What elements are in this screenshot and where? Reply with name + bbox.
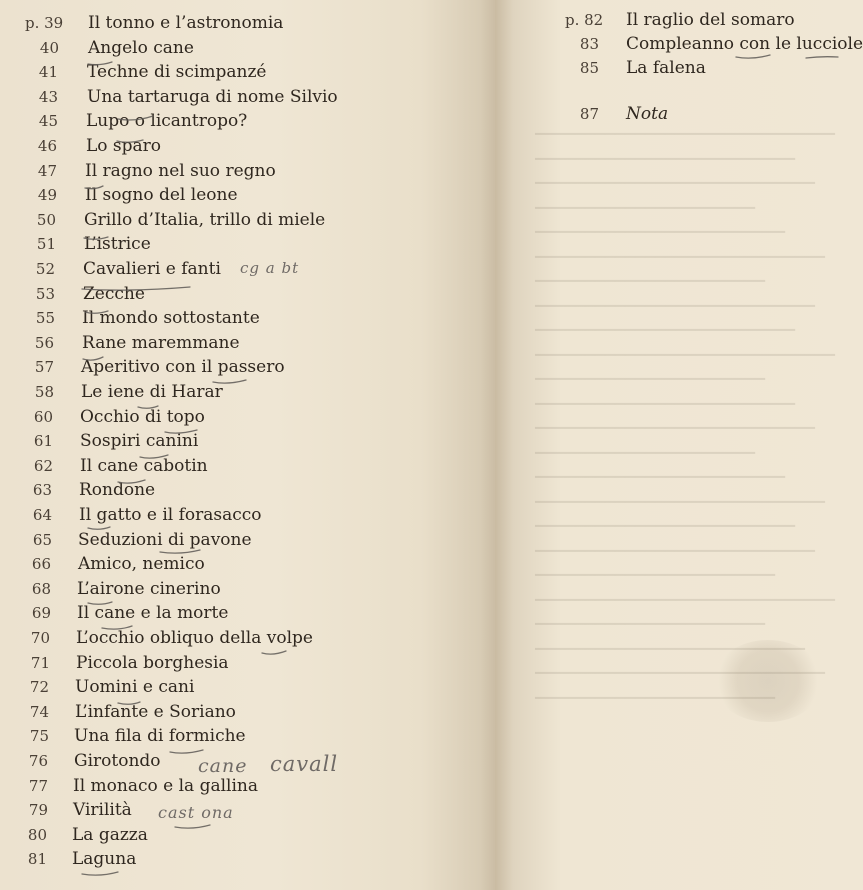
toc-entry-title: Il ragno nel suo regno bbox=[85, 160, 276, 181]
toc-entry-title: L’istrice bbox=[84, 234, 151, 255]
toc-page-number: 66 bbox=[31, 555, 51, 574]
toc-page-number: 43 bbox=[38, 87, 58, 106]
toc-page-number: 79 bbox=[28, 801, 48, 820]
toc-page-number: 81 bbox=[27, 850, 47, 869]
toc-page-number: 68 bbox=[31, 579, 51, 598]
toc-page-number: 77 bbox=[28, 776, 48, 795]
pencil-note-row-76-cane: cane bbox=[198, 755, 248, 777]
toc-entry-title: La gazza bbox=[72, 824, 148, 845]
toc-entry-title: Il raglio del somaro bbox=[626, 10, 795, 30]
toc-page-number: 62 bbox=[33, 456, 53, 475]
toc-page-number: 53 bbox=[35, 284, 55, 303]
toc-entry-title: Il cane e la morte bbox=[77, 603, 229, 624]
toc-entry-title: Uomini e cani bbox=[75, 677, 195, 698]
toc-page-number: 65 bbox=[32, 530, 52, 549]
toc-page-number: 76 bbox=[28, 752, 48, 770]
toc-entry-title: Virilità bbox=[73, 800, 132, 821]
toc-entry-title: Il gatto e il forasacco bbox=[79, 505, 262, 525]
toc-page-number: 51 bbox=[36, 235, 56, 254]
toc-entry-title: Nota bbox=[626, 104, 669, 124]
toc-entry-title: Rane maremmane bbox=[82, 332, 240, 353]
toc-entry-title: L’airone cinerino bbox=[77, 578, 221, 599]
toc-entry-title: Laguna bbox=[72, 849, 137, 870]
toc-entry-title: Aperitivo con il passero bbox=[81, 357, 285, 378]
toc-page-number: 60 bbox=[33, 407, 53, 426]
toc-entry-title: Girotondo bbox=[74, 751, 161, 771]
toc-page-number: 57 bbox=[34, 358, 54, 377]
toc-page-number: 69 bbox=[31, 604, 51, 623]
toc-page-number: p. 39 bbox=[25, 14, 64, 32]
toc-page-number: 61 bbox=[33, 432, 53, 451]
toc-entry-title: Amico, nemico bbox=[78, 554, 205, 575]
toc-page-number: 71 bbox=[30, 653, 50, 672]
pencil-note-row-79: cast ona bbox=[158, 803, 234, 822]
bleed-through-text: ▔▔▔▔▔▔▔▔▔▔▔▔▔▔▔▔▔▔▔▔▔▔▔▔▔▔▔▔▔▔ ▔▔▔▔▔▔▔▔▔▔▔▔▔▔▔▔▔▔▔▔▔▔▔▔▔▔ ▔▔▔▔▔▔▔▔▔▔▔▔▔▔▔▔▔▔▔▔▔▔▔▔▔▔▔▔ ▔▔▔▔▔▔▔▔▔▔▔▔▔▔▔▔▔▔▔▔▔▔ ▔▔▔▔▔▔▔▔▔▔▔▔▔▔▔▔▔▔▔▔▔▔▔▔▔ ▔▔▔▔▔▔▔▔▔▔▔▔▔▔▔▔▔▔▔▔▔▔▔▔▔▔▔▔▔ ▔▔▔▔▔▔▔▔▔▔▔▔▔▔▔▔▔▔▔▔▔▔▔ ▔▔▔▔▔▔▔▔▔▔▔▔▔▔▔▔▔▔▔▔▔▔▔▔▔▔▔▔ ▔▔▔▔▔▔▔▔▔▔▔▔▔▔▔▔▔▔▔▔▔▔▔▔▔▔ ▔▔▔▔▔▔▔▔▔▔▔▔▔▔▔▔▔▔▔▔▔▔▔▔▔▔▔▔▔▔ ▔▔▔▔▔▔▔▔▔▔▔▔▔▔▔▔▔▔▔▔▔▔▔ ▔▔▔▔▔▔▔▔▔▔▔▔▔▔▔▔▔▔▔▔▔▔▔▔▔▔ ▔▔▔▔▔▔▔▔▔▔▔▔▔▔▔▔▔▔▔▔▔▔▔▔▔▔▔▔ ▔▔▔▔▔▔▔▔▔▔▔▔▔▔▔▔▔▔▔▔▔▔ ▔▔▔▔▔▔▔▔▔▔▔▔▔▔▔▔▔▔▔▔▔▔▔▔▔ ▔▔▔▔▔▔▔▔▔▔▔▔▔▔▔▔▔▔▔▔▔▔▔▔▔▔▔▔▔ ▔▔▔▔▔▔▔▔▔▔▔▔▔▔▔▔▔▔▔▔▔▔▔▔▔▔ ▔▔▔▔▔▔▔▔▔▔▔▔▔▔▔▔▔▔▔▔▔▔▔▔▔▔▔▔ ▔▔▔▔▔▔▔▔▔▔▔▔▔▔▔▔▔▔▔▔▔▔▔▔ ▔▔▔▔▔▔▔▔▔▔▔▔▔▔▔▔▔▔▔▔▔▔▔▔▔▔▔▔▔▔ ▔▔▔▔▔▔▔▔▔▔▔▔▔▔▔▔▔▔▔▔▔▔▔ ▔▔▔▔▔▔▔▔▔▔▔▔▔▔▔▔▔▔▔▔▔▔▔▔▔▔▔ ▔▔▔▔▔▔▔▔▔▔▔▔▔▔▔▔▔▔▔▔▔▔▔▔▔▔▔▔▔ ▔▔▔▔▔▔▔▔▔▔▔▔▔▔▔▔▔▔▔▔▔▔▔▔ bbox=[535, 134, 835, 713]
toc-entry-title: Angelo cane bbox=[88, 37, 194, 58]
toc-page-number: 58 bbox=[34, 383, 54, 401]
toc-page-number: 64 bbox=[32, 506, 52, 524]
toc-entry-title: Grillo d’Italia, trillo di miele bbox=[84, 209, 326, 230]
toc-page-number: 85 bbox=[579, 59, 599, 77]
toc-page-number: 83 bbox=[579, 35, 599, 53]
toc-page-number: 87 bbox=[579, 105, 599, 123]
toc-page-number: 40 bbox=[39, 38, 59, 57]
toc-entry-title: Lupo o licantropo? bbox=[86, 111, 248, 132]
toc-page-number: 75 bbox=[29, 727, 49, 746]
toc-entry-title: Il cane cabotin bbox=[80, 455, 208, 476]
toc-entry-title: Zecche bbox=[83, 283, 145, 304]
toc-entry-title: L’occhio obliquo della volpe bbox=[76, 628, 313, 648]
toc-page-number: 41 bbox=[38, 63, 58, 82]
toc-entry-title: Il monaco e la gallina bbox=[73, 775, 259, 796]
toc-page-number: 47 bbox=[37, 161, 57, 180]
toc-entry-title: Una fila di formiche bbox=[74, 726, 246, 747]
toc-entry-title: Una tartaruga di nome Silvio bbox=[87, 86, 338, 107]
toc-page-number: 45 bbox=[38, 112, 58, 131]
toc-entry-title: Il sogno del leone bbox=[85, 185, 238, 206]
toc-entry-title: L’infante e Soriano bbox=[75, 701, 236, 722]
toc-page-number: 52 bbox=[35, 260, 55, 278]
toc-page-number: 80 bbox=[27, 825, 47, 844]
toc-entry-title: Cavalieri e fanti bbox=[83, 259, 221, 279]
toc-entry-title: Occhio di topo bbox=[80, 406, 205, 427]
pencil-note-row-76-cavall: cavall bbox=[270, 752, 339, 776]
toc-page-number: 74 bbox=[29, 702, 49, 721]
toc-page-number: 72 bbox=[29, 678, 49, 697]
toc-entry-title: Sospiri canini bbox=[80, 431, 199, 452]
toc-entry-title: Il tonno e l’astronomia bbox=[88, 13, 284, 33]
toc-page-number: 56 bbox=[34, 333, 54, 352]
toc-entry-title: Le iene di Harar bbox=[81, 382, 223, 402]
pencil-note-row-52: cg a bt bbox=[240, 259, 300, 277]
toc-entry-title: La falena bbox=[626, 58, 706, 78]
toc-page-number: 50 bbox=[36, 210, 56, 229]
toc-entry-title: Techne di scimpanzé bbox=[87, 62, 267, 83]
toc-page-number: 55 bbox=[35, 309, 55, 328]
toc-entry-title: Il mondo sottostante bbox=[82, 308, 260, 329]
toc-page-number: p. 82 bbox=[565, 11, 604, 29]
toc-page-number: 46 bbox=[37, 137, 57, 155]
toc-entry-title: Compleanno con le lucciole bbox=[626, 34, 863, 54]
toc-entry-title: Lo sparo bbox=[86, 136, 162, 156]
toc-page-number: 70 bbox=[30, 629, 50, 647]
toc-page-number: 49 bbox=[37, 186, 57, 205]
toc-entry-title: Rondone bbox=[79, 480, 156, 501]
toc-entry-title: Piccola borghesia bbox=[76, 652, 229, 673]
toc-page-number: 63 bbox=[32, 481, 52, 500]
toc-entry-title: Seduzioni di pavone bbox=[78, 529, 252, 550]
